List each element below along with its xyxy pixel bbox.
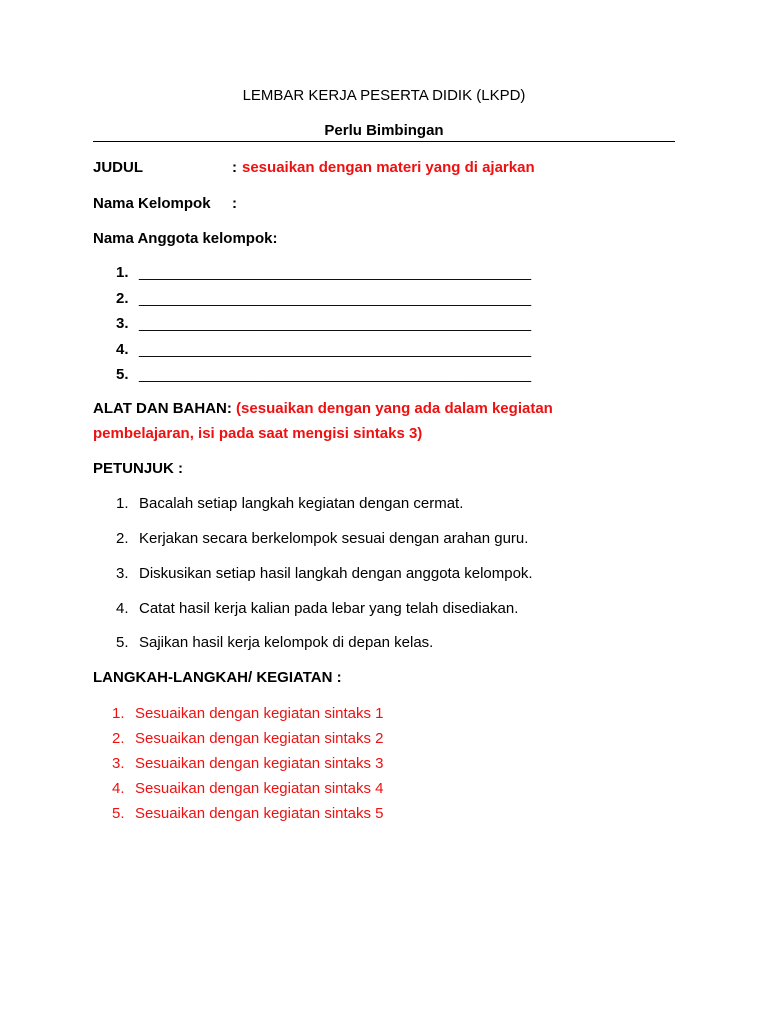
nama-kelompok-colon: :	[232, 195, 237, 212]
anggota-blank-line: _______________________________________________	[139, 264, 532, 281]
document-subtitle: Perlu Bimbingan	[324, 122, 444, 139]
document-title: LEMBAR KERJA PESERTA DIDIK (LKPD)	[242, 87, 526, 104]
langkah-number: 3.	[112, 755, 125, 772]
langkah-item: Sesuaikan dengan kegiatan sintaks 2	[135, 730, 384, 747]
anggota-number: 4.	[116, 341, 129, 358]
anggota-blank-line: _______________________________________________	[139, 366, 532, 383]
title-divider	[93, 141, 675, 142]
langkah-number: 2.	[112, 730, 125, 747]
alat-bahan-colon: :	[226, 400, 232, 417]
langkah-item: Sesuaikan dengan kegiatan sintaks 5	[135, 805, 384, 822]
petunjuk-number: 3.	[116, 565, 129, 582]
alat-bahan-note-line2: pembelajaran, isi pada saat mengisi sintaks 3)	[93, 425, 423, 442]
anggota-number: 3.	[116, 315, 129, 332]
petunjuk-number: 2.	[116, 530, 129, 547]
anggota-blank-line: _______________________________________________	[139, 315, 532, 332]
alat-bahan-heading	[93, 400, 553, 418]
anggota-label: Nama Anggota kelompok:	[93, 230, 278, 247]
langkah-number: 4.	[112, 780, 125, 797]
judul-value: sesuaikan dengan materi yang di ajarkan	[242, 159, 535, 176]
petunjuk-item: Sajikan hasil kerja kelompok di depan kelas.	[139, 634, 434, 651]
langkah-label: LANGKAH-LANGKAH/ KEGIATAN :	[93, 669, 342, 686]
langkah-item: Sesuaikan dengan kegiatan sintaks 3	[135, 755, 384, 772]
anggota-number: 5.	[116, 366, 129, 383]
langkah-item: Sesuaikan dengan kegiatan sintaks 4	[135, 780, 384, 797]
judul-colon: :	[232, 159, 237, 176]
anggota-number: 1.	[116, 264, 129, 281]
petunjuk-number: 4.	[116, 600, 129, 617]
anggota-blank-line: _______________________________________________	[139, 341, 532, 358]
nama-kelompok-label: Nama Kelompok	[93, 195, 211, 212]
anggota-blank-line: _______________________________________________	[139, 290, 532, 307]
anggota-number: 2.	[116, 290, 129, 307]
langkah-number: 5.	[112, 805, 125, 822]
petunjuk-label: PETUNJUK :	[93, 460, 184, 477]
langkah-number: 1.	[112, 705, 125, 722]
petunjuk-number: 5.	[116, 634, 129, 651]
petunjuk-item: Catat hasil kerja kalian pada lebar yang telah disediakan.	[139, 600, 519, 617]
alat-bahan-note-line1: (sesuaikan dengan yang ada dalam kegiatan	[231, 400, 553, 417]
judul-label: JUDUL	[93, 159, 144, 176]
petunjuk-item: Bacalah setiap langkah kegiatan dengan cermat.	[139, 495, 464, 512]
petunjuk-number: 1.	[116, 495, 129, 512]
langkah-item: Sesuaikan dengan kegiatan sintaks 1	[135, 705, 384, 722]
petunjuk-item: Kerjakan secara berkelompok sesuai dengan arahan guru.	[139, 530, 529, 547]
petunjuk-item: Diskusikan setiap hasil langkah dengan anggota kelompok.	[139, 565, 533, 582]
alat-bahan-label: ALAT DAN BAHAN	[93, 400, 227, 417]
